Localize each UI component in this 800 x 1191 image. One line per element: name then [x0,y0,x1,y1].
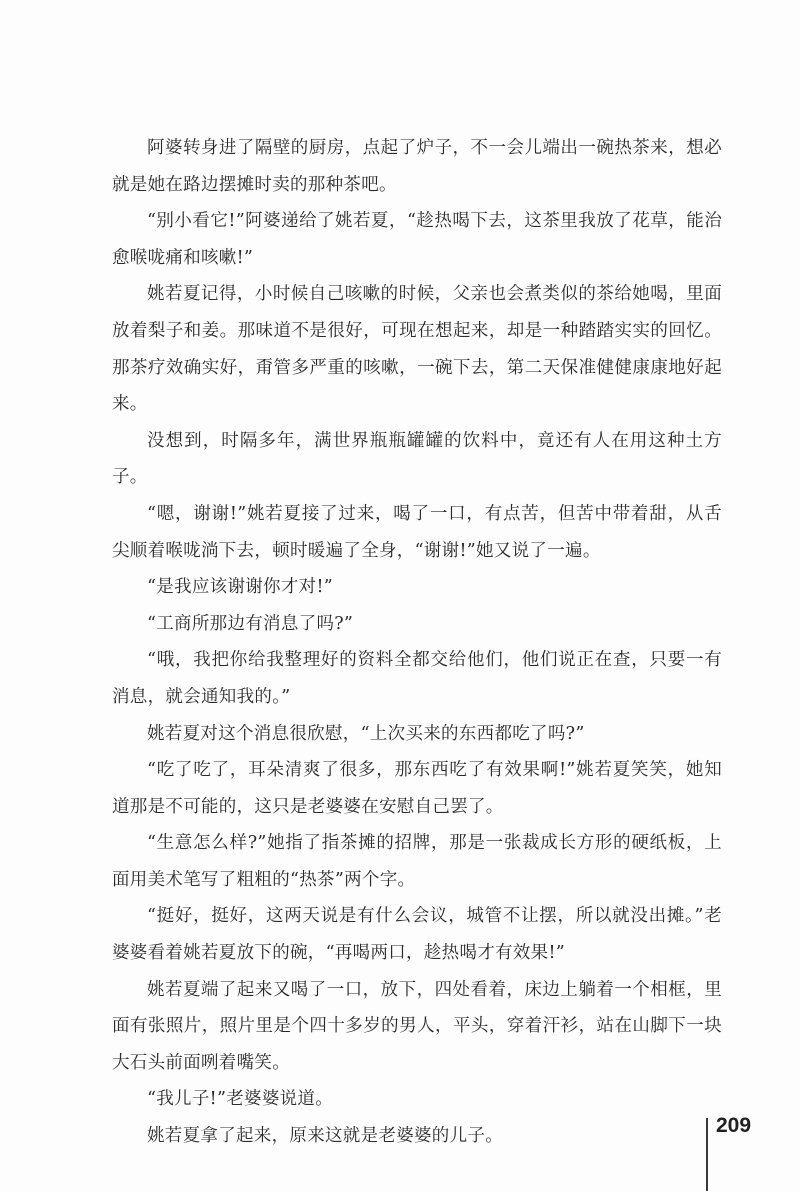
paragraph: “是我应该谢谢你才对!” [147,577,334,598]
paragraph: 没想到，时隔多年，满世界瓶瓶罐罐的饮料中，竟还有人在用这种土方子。 [112,430,722,488]
margin-rule [706,1118,708,1191]
paragraph: 姚若夏记得，小时候自己咳嗽的时候，父亲也会煮类似的茶给她喝，里面放着梨子和姜。那味道不是很好，可现在想起来，却是一种踏踏实实的回忆。那茶疗效确实好，甭管多严重的咳嗽，一碗下去，第二天保准健健康康地好起来。 [112,284,722,415]
page-number: 209 [716,1114,752,1137]
paragraph: “我儿子!”老婆婆说道。 [147,1089,334,1110]
paragraph: “嗯，谢谢!”姚若夏接了过来，喝了一口，有点苦，但苦中带着甜，从舌尖顺着喉咙淌下去，顿时暖遍了全身，“谢谢!”她又说了一遍。 [112,503,722,561]
paragraph: 姚若夏拿了起来，原来这就是老婆婆的儿子。 [147,1126,503,1147]
paragraph: “工商所那边有消息了吗?” [147,613,354,634]
paragraph: 姚若夏对这个消息很欣慰，“上次买来的东西都吃了吗?” [147,723,585,744]
paragraph: “吃了吃了，耳朵清爽了很多，那东西吃了有效果啊!”姚若夏笑笑，她知道那是不可能的，这只是老婆婆在安慰自己罢了。 [112,760,722,817]
paragraph: “挺好，挺好，这两天说是有什么会议，城管不让摆，所以就没出摊。”老婆婆看着姚若夏放下的碗，“再喝两口，趁热喝才有效果!” [112,906,722,964]
paragraph: “生意怎么样?”她指了指茶摊的招牌，那是一张裁成长方形的硬纸板，上面用美术笔写了粗粗的“热茶”两个字。 [112,833,722,890]
body-text [112,130,722,1155]
paragraph: “别小看它!”阿婆递给了姚若夏，“趁热喝下去，这茶里我放了花草，能治愈喉咙痛和咳嗽!” [112,211,722,268]
paragraph: 姚若夏端了起来又喝了一口，放下，四处看着，床边上躺着一个相框，里面有张照片，照片里是个四十多岁的男人，平头，穿着汗衫，站在山脚下一块大石头前面咧着嘴笑。 [112,979,722,1073]
paragraph: “哦，我把你给我整理好的资料全都交给他们，他们说正在查，只要一有消息，就会通知我的。” [112,650,722,707]
paragraph: 阿婆转身进了隔壁的厨房，点起了炉子，不一会儿端出一碗热茶来，想必就是她在路边摆摊时卖的那种茶吧。 [112,138,722,195]
